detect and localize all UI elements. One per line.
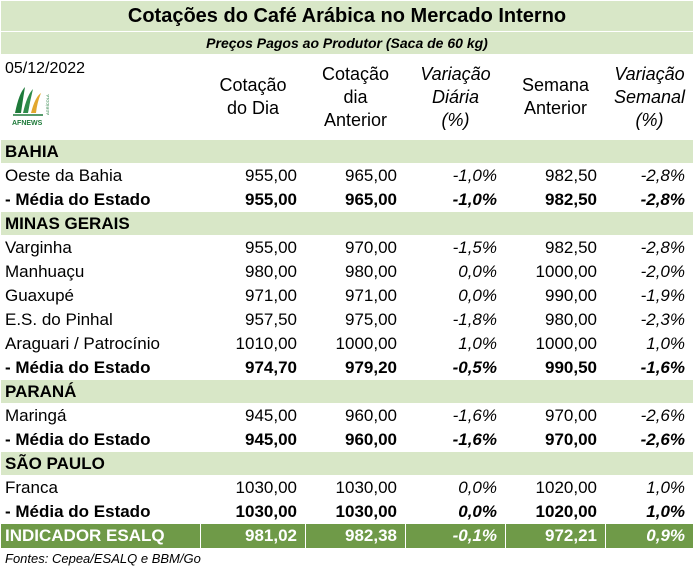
state-average-row: [1, 356, 693, 380]
cotacao-anterior-cell: 965,00: [306, 188, 406, 212]
header-line: Variação: [614, 63, 685, 84]
header-line: (%): [635, 109, 664, 130]
variacao-semanal-cell: -2,8%: [606, 188, 693, 212]
header-line: Anterior: [323, 109, 388, 130]
semana-anterior-cell: 1020,00: [506, 500, 606, 524]
variacao-semanal-cell: 1,0%: [606, 476, 693, 500]
state-section-row: [1, 380, 693, 404]
variacao-diaria-cell: -1,0%: [406, 188, 506, 212]
header-line: Variação: [420, 63, 491, 84]
table-row: [1, 260, 693, 284]
variacao-semanal-cell: 1,0%: [606, 332, 693, 356]
semana-anterior-cell: 982,50: [506, 236, 606, 260]
state-section-row: [1, 452, 693, 476]
header-variacao-semanal: [606, 55, 693, 140]
table-row: [1, 476, 693, 500]
cotacao-anterior-cell: 980,00: [306, 260, 406, 284]
semana-anterior-cell: 1000,00: [506, 332, 606, 356]
semana-anterior-cell: 982,50: [506, 164, 606, 188]
cotacao-anterior-cell: 975,00: [306, 308, 406, 332]
header-semana-anterior: [506, 55, 606, 140]
header-line: Semanal: [613, 86, 686, 107]
variacao-diaria-cell: 0,0%: [406, 500, 506, 524]
variacao-diaria-cell: -1,5%: [406, 236, 506, 260]
afnews-logo-icon: [9, 85, 53, 131]
table-title: Cotações do Café Arábica no Mercado Interno: [1, 1, 693, 32]
header-line: Diária: [431, 86, 479, 107]
header-line: Cotação: [321, 63, 390, 84]
header-line: do Dia: [226, 98, 280, 118]
table-subtitle: Preços Pagos ao Produtor (Saca de 60 kg): [1, 32, 693, 55]
state-name: BAHIA: [1, 140, 693, 164]
variacao-semanal-cell: -2,6%: [606, 404, 693, 428]
state-name: MINAS GERAIS: [1, 212, 693, 236]
semana-anterior-cell: 970,00: [506, 404, 606, 428]
header-line: Anterior: [523, 98, 588, 118]
cotacao-dia-cell: 955,00: [201, 164, 306, 188]
cotacao-anterior-cell: 960,00: [306, 428, 406, 452]
table-row: [1, 164, 693, 188]
cotacao-dia-cell: 1030,00: [201, 476, 306, 500]
table-row: [1, 284, 693, 308]
semana-anterior-cell: 1000,00: [506, 260, 606, 284]
header-variacao-diaria: [406, 55, 506, 140]
average-label: - Média do Estado: [1, 356, 201, 380]
state-section-row: [1, 212, 693, 236]
variacao-diaria-cell: 0,0%: [406, 476, 506, 500]
cotacao-anterior-cell: 979,20: [306, 356, 406, 380]
city-name: Manhuaçu: [1, 260, 201, 284]
city-name: Varginha: [1, 236, 201, 260]
city-name: Guaxupé: [1, 284, 201, 308]
indicator-label: INDICADOR ESALQ: [1, 524, 201, 549]
semana-anterior-cell: 972,21: [506, 524, 606, 549]
variacao-diaria-cell: 0,0%: [406, 284, 506, 308]
city-name: Maringá: [1, 404, 201, 428]
variacao-diaria-cell: -1,6%: [406, 404, 506, 428]
variacao-diaria-cell: -1,6%: [406, 428, 506, 452]
variacao-semanal-cell: -2,8%: [606, 236, 693, 260]
cotacao-anterior-cell: 960,00: [306, 404, 406, 428]
table-row: [1, 236, 693, 260]
average-label: - Média do Estado: [1, 428, 201, 452]
header-line: Semana: [521, 75, 590, 95]
variacao-semanal-cell: -2,8%: [606, 164, 693, 188]
header-line: (%): [441, 109, 470, 130]
cotacao-dia-cell: 955,00: [201, 236, 306, 260]
cotacao-dia-cell: 1010,00: [201, 332, 306, 356]
variacao-diaria-cell: 1,0%: [406, 332, 506, 356]
cotacao-anterior-cell: 971,00: [306, 284, 406, 308]
cotacao-anterior-cell: 1030,00: [306, 500, 406, 524]
indicator-row: [1, 524, 693, 549]
variacao-semanal-cell: 1,0%: [606, 500, 693, 524]
variacao-diaria-cell: -1,8%: [406, 308, 506, 332]
variacao-semanal-cell: -2,6%: [606, 428, 693, 452]
variacao-diaria-cell: -1,0%: [406, 164, 506, 188]
table-row: [1, 308, 693, 332]
variacao-semanal-cell: -2,0%: [606, 260, 693, 284]
semana-anterior-cell: 990,50: [506, 356, 606, 380]
cotacao-anterior-cell: 1000,00: [306, 332, 406, 356]
source-note: Fontes: Cepea/ESALQ e BBM/Go: [1, 549, 693, 570]
quote-date: 05/12/2022: [5, 60, 86, 77]
cotacao-dia-cell: 981,02: [201, 524, 306, 549]
cotacao-dia-cell: 945,00: [201, 428, 306, 452]
cotacao-anterior-cell: 965,00: [306, 164, 406, 188]
svg-text:AGRÍCOLA: AGRÍCOLA: [45, 94, 50, 115]
cotacao-dia-cell: 980,00: [201, 260, 306, 284]
cotacao-dia-cell: 945,00: [201, 404, 306, 428]
table-row: [1, 332, 693, 356]
average-label: - Média do Estado: [1, 188, 201, 212]
state-name: SÃO PAULO: [1, 452, 693, 476]
cotacao-dia-cell: 971,00: [201, 284, 306, 308]
header-cotacao-dia: [201, 55, 306, 140]
state-section-row: [1, 140, 693, 164]
variacao-semanal-cell: 0,9%: [606, 524, 693, 549]
variacao-diaria-cell: 0,0%: [406, 260, 506, 284]
variacao-semanal-cell: -1,6%: [606, 356, 693, 380]
variacao-diaria-cell: -0,5%: [406, 356, 506, 380]
cotacao-anterior-cell: 1030,00: [306, 476, 406, 500]
source-row: [1, 549, 693, 570]
city-name: Franca: [1, 476, 201, 500]
state-name: PARANÁ: [1, 380, 693, 404]
date-cell: [1, 55, 201, 140]
cotacao-dia-cell: 974,70: [201, 356, 306, 380]
city-name: Oeste da Bahia: [1, 164, 201, 188]
cotacao-anterior-cell: 970,00: [306, 236, 406, 260]
average-label: - Média do Estado: [1, 500, 201, 524]
semana-anterior-cell: 970,00: [506, 428, 606, 452]
semana-anterior-cell: 990,00: [506, 284, 606, 308]
state-average-row: [1, 500, 693, 524]
header-line: Cotação: [219, 75, 287, 95]
variacao-semanal-cell: -2,3%: [606, 308, 693, 332]
state-average-row: [1, 188, 693, 212]
semana-anterior-cell: 980,00: [506, 308, 606, 332]
variacao-diaria-cell: -0,1%: [406, 524, 506, 549]
variacao-semanal-cell: -1,9%: [606, 284, 693, 308]
city-name: E.S. do Pinhal: [1, 308, 201, 332]
header-line: dia: [343, 86, 368, 107]
cotacao-dia-cell: 1030,00: [201, 500, 306, 524]
state-average-row: [1, 428, 693, 452]
table-row: [1, 404, 693, 428]
semana-anterior-cell: 1020,00: [506, 476, 606, 500]
city-name: Araguari / Patrocínio: [1, 332, 201, 356]
svg-text:AFNEWS: AFNEWS: [12, 120, 43, 127]
cotacao-anterior-cell: 982,38: [306, 524, 406, 549]
cotacao-dia-cell: 957,50: [201, 308, 306, 332]
cotacao-dia-cell: 955,00: [201, 188, 306, 212]
semana-anterior-cell: 982,50: [506, 188, 606, 212]
header-cotacao-anterior: [306, 55, 406, 140]
